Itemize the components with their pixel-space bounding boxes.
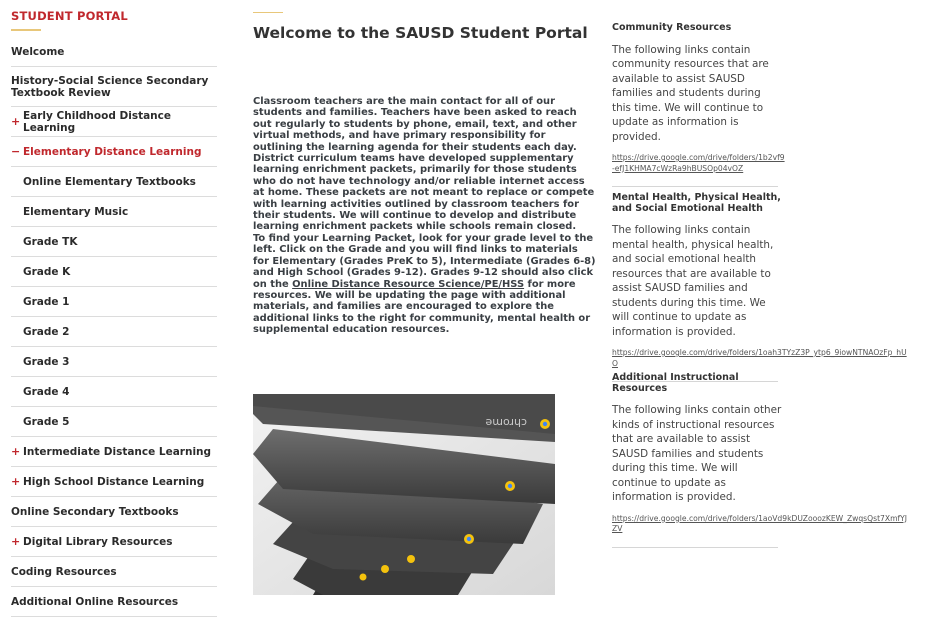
sidebar-item-elementary-music[interactable] xyxy=(11,197,217,227)
chromebooks-illustration xyxy=(253,394,555,595)
resource-block-mental-health xyxy=(612,193,912,382)
instructions-paragraph xyxy=(253,233,597,336)
sidebar-item-label: Digital Library Resources xyxy=(23,535,173,548)
sidebar-item-label: Additional Online Resources xyxy=(11,595,179,608)
page-title: Welcome to the SAUSD Student Portal xyxy=(253,24,588,42)
sidebar-item-label: Grade 1 xyxy=(23,295,70,308)
sidebar-item-label: Grade 3 xyxy=(23,355,70,368)
expand-icon[interactable]: + xyxy=(11,115,21,128)
sidebar-item-label: Grade K xyxy=(23,265,71,278)
sidebar-item-label: Intermediate Distance Learning xyxy=(23,445,212,458)
sidebar-item-grade-4[interactable] xyxy=(11,377,217,407)
expand-icon[interactable]: + xyxy=(11,445,21,458)
sidebar-item-elementary-distance-learning[interactable] xyxy=(11,137,217,167)
sidebar-item-early-childhood-distance-learning[interactable] xyxy=(11,107,217,137)
sidebar-item-label: Grade 5 xyxy=(23,415,70,428)
sidebar-item-grade-3[interactable] xyxy=(11,347,217,377)
sidebar-item-high-school-distance-learning[interactable] xyxy=(11,467,217,497)
sidebar-item-label: Grade TK xyxy=(23,235,78,248)
sidebar-item-label: High School Distance Learning xyxy=(23,475,205,488)
title-accent-rule xyxy=(253,12,283,13)
intro-paragraph: Classroom teachers are the main contact for all of our students and families. Teachers have been asked to reach out regularly to students by phone, email, text, and other virtual methods, and have primary responsibility for outlining the learning agenda for their students each day. District curriculum teams have developed supplementary learning enrichment packets, primarily for those students who do not have technology and/or reliable internet access at home. These packets are not meant to replace or compete with learning activities outlined by classroom teachers for their students. We will continue to develop and distribute learning enrichment packets while schools remain closed. xyxy=(253,96,595,233)
sidebar-item-additional-online-resources[interactable] xyxy=(11,587,217,617)
sidebar-item-digital-library-resources[interactable] xyxy=(11,527,217,557)
sidebar-item-online-secondary-textbooks[interactable] xyxy=(11,497,217,527)
sidebar-item-grade-tk[interactable] xyxy=(11,227,217,257)
sidebar-item-history-social-science-secondary-textbook-review[interactable] xyxy=(11,67,217,107)
sidebar-item-label: Elementary Music xyxy=(23,205,129,218)
sidebar-item-grade-1[interactable] xyxy=(11,287,217,317)
sidebar-item-label: Elementary Distance Learning xyxy=(23,145,202,158)
resource-block-instructional xyxy=(612,373,912,548)
mental-health-resources-link[interactable]: https://drive.google.com/drive/folders/1oah3TYzZ3P_ytp6_9iowNTNAOzFp_hUO xyxy=(612,348,907,368)
sidebar-item-label: Grade 2 xyxy=(23,325,70,338)
expand-icon[interactable]: + xyxy=(11,535,21,548)
sidebar-item-label: Online Elementary Textbooks xyxy=(23,175,196,188)
sidebar-item-online-elementary-textbooks[interactable] xyxy=(11,167,217,197)
sidebar-nav xyxy=(11,37,217,617)
sidebar-item-label: Welcome xyxy=(11,45,65,58)
chrome-brand-text: chrome xyxy=(485,416,527,429)
sidebar-item-grade-5[interactable] xyxy=(11,407,217,437)
online-distance-resource-link[interactable]: Online Distance Resource Science/PE/HSS xyxy=(292,278,525,290)
divider xyxy=(612,186,778,187)
divider xyxy=(612,547,778,548)
sidebar-item-label: Grade 4 xyxy=(23,385,70,398)
instructional-resources-link[interactable]: https://drive.google.com/drive/folders/1aoVd9kDUZooozKEW_ZwqsQst7XmfYJZV xyxy=(612,513,908,533)
sidebar-item-coding-resources[interactable] xyxy=(11,557,217,587)
sidebar-item-intermediate-distance-learning[interactable] xyxy=(11,437,217,467)
resource-text: The following links contain community resources that are available to assist SAUSD families and students during this time. We will continue to update as information is provided. xyxy=(612,43,769,143)
sidebar-item-label: History-Social Science Secondary Textbook Review xyxy=(11,74,209,99)
sidebar-item-grade-2[interactable] xyxy=(11,317,217,347)
resource-text: The following links contain other kinds of instructional resources that are available to assist SAUSD families and students during this time. We will continue to update as information is provided. xyxy=(612,404,782,503)
instructions-text: To find your Learning Packet, look for your grade level to the left. Click on the Grade and you will find links to materials for Elementary (Grades PreK to 5), Intermediate (Grades 6-8) and High School (Grades 9-12). Grades 9-12 should also click on the xyxy=(253,233,596,290)
resource-block-community xyxy=(612,23,912,187)
sidebar-item-grade-k[interactable] xyxy=(11,257,217,287)
collapse-icon[interactable]: − xyxy=(11,145,21,158)
sidebar xyxy=(11,0,217,617)
sidebar-item-label: Coding Resources xyxy=(11,565,117,578)
resource-text: The following links contain mental health, physical health, and social emotional health resources that are available to assist SAUSD families and students during this time. We will continue to update as information is provided. xyxy=(612,224,774,338)
chromebooks-image xyxy=(253,394,555,595)
resource-title: Mental Health, Physical Health, and Social Emotional Health xyxy=(612,192,781,214)
portal-title: STUDENT PORTAL xyxy=(11,9,128,23)
sidebar-item-label: Online Secondary Textbooks xyxy=(11,505,179,518)
sidebar-item-welcome[interactable] xyxy=(11,37,217,67)
title-accent-rule xyxy=(11,29,41,31)
resource-title: Additional Instructional Resources xyxy=(612,372,739,394)
community-resources-link[interactable]: https://drive.google.com/drive/folders/1b2vf9-efJ1KHMA7cWzRa9hBUSOp04vOZ xyxy=(612,153,785,173)
instructions-text-end: for more resources. We will be updating the page with additional materials, and families are encouraged to explore the additional links to the right for community, mental health or supplemental education resources. xyxy=(253,278,591,336)
sidebar-item-label: Early Childhood Distance Learning xyxy=(23,109,171,134)
resource-title: Community Resources xyxy=(612,22,732,33)
expand-icon[interactable]: + xyxy=(11,475,21,488)
